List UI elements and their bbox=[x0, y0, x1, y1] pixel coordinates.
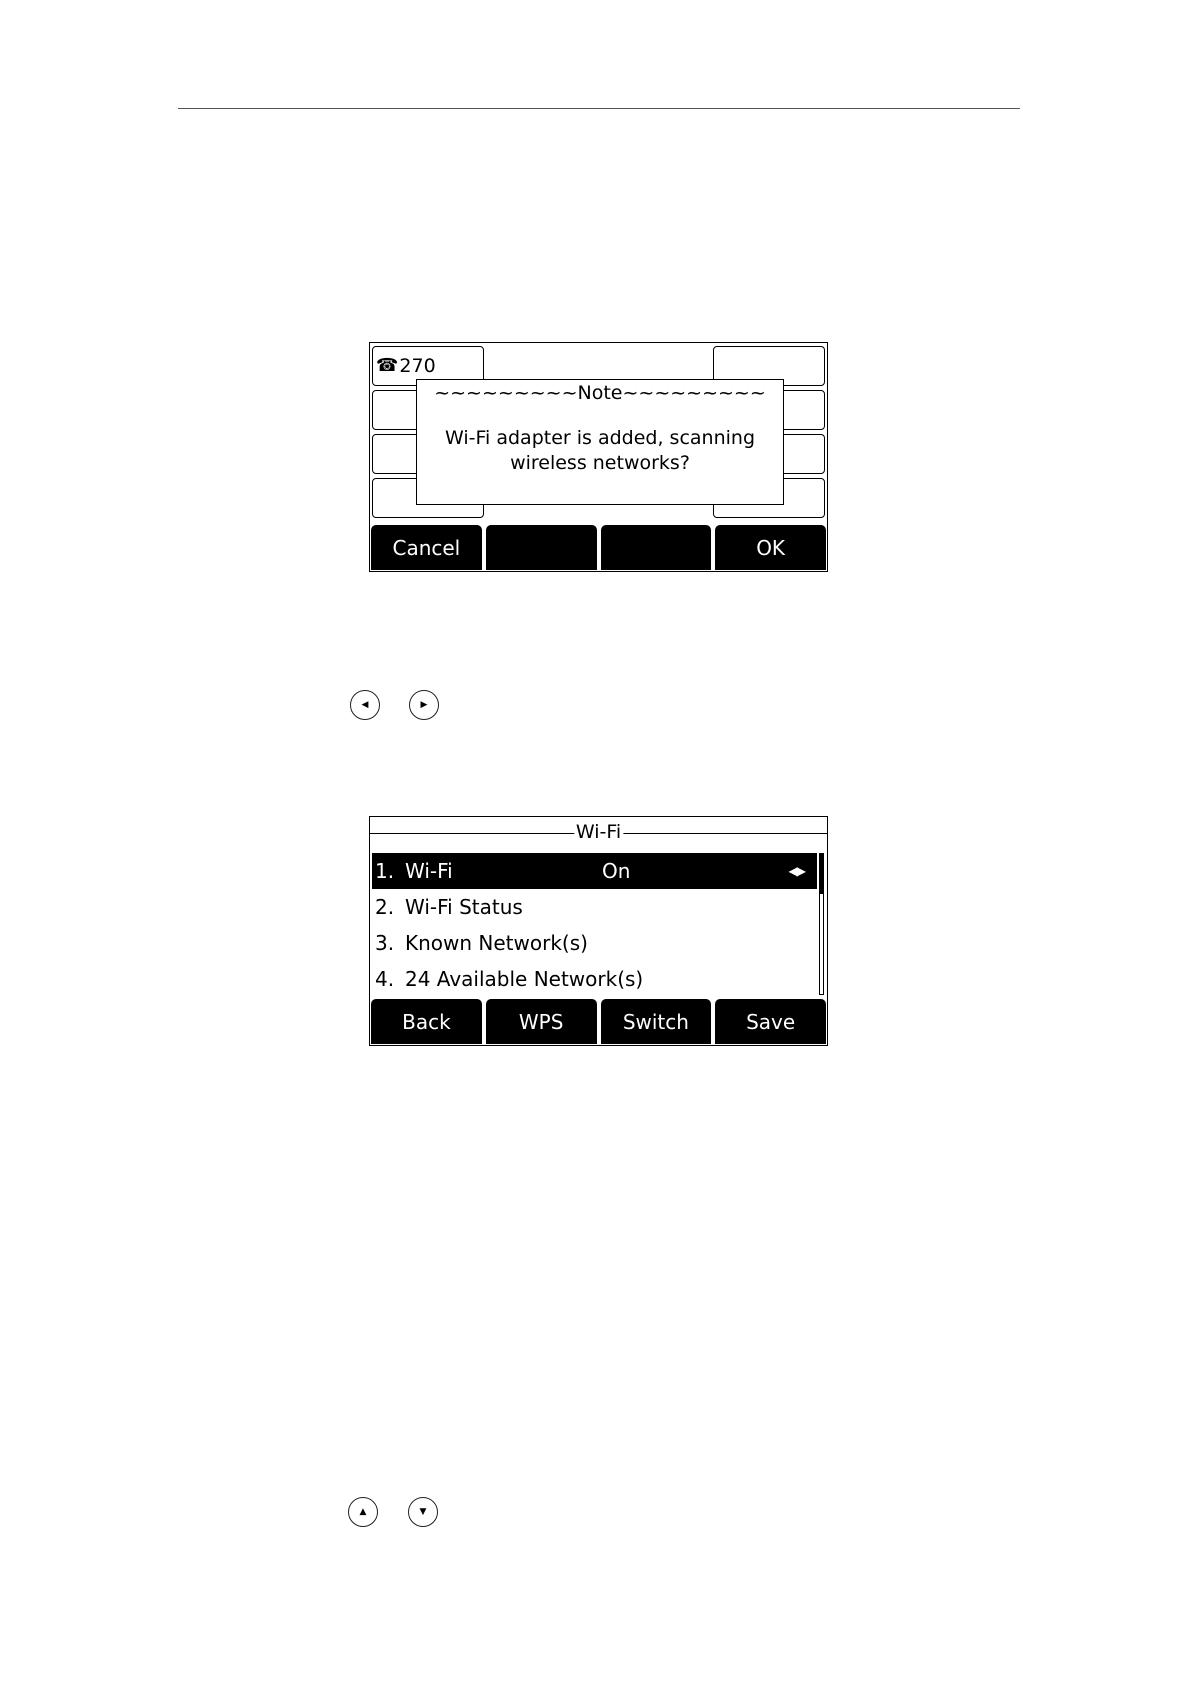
switch-button[interactable]: Switch bbox=[601, 999, 712, 1044]
softkey-bar bbox=[370, 525, 827, 571]
down-arrow-key-icon: ▼ bbox=[408, 1497, 438, 1527]
menu-item-wifi-status[interactable]: 2. Wi-Fi Status bbox=[375, 895, 523, 919]
phone-screen-note bbox=[369, 342, 828, 572]
header-rule bbox=[178, 108, 1020, 109]
line-key-label: 270 bbox=[399, 355, 436, 377]
wps-button[interactable]: WPS bbox=[486, 999, 597, 1044]
back-button[interactable]: Back bbox=[371, 999, 482, 1044]
left-arrow-key-icon: ◀ bbox=[350, 690, 380, 720]
phone-icon: ☎ bbox=[376, 355, 399, 376]
save-button[interactable]: Save bbox=[715, 999, 826, 1044]
dialog-title: ~~~~~~~~~Note~~~~~~~~~ bbox=[434, 382, 766, 404]
softkey-bar bbox=[370, 999, 827, 1045]
note-dialog bbox=[416, 379, 784, 505]
right-arrow-key-icon: ▶ bbox=[409, 690, 439, 720]
dialog-message: Wi-Fi adapter is added, scanning wireless networks? bbox=[444, 427, 756, 474]
left-right-arrows-icon: ◀▶ bbox=[788, 864, 805, 878]
softkey-3[interactable] bbox=[601, 525, 712, 570]
menu-item-wifi[interactable]: 1. Wi-Fi On ◀▶ bbox=[372, 853, 817, 889]
wifi-menu bbox=[372, 853, 817, 997]
scrollbar[interactable] bbox=[819, 853, 824, 995]
ok-button[interactable]: OK bbox=[715, 525, 826, 570]
phone-screen-wifi bbox=[369, 816, 828, 1046]
screen-title: Wi-Fi bbox=[575, 821, 622, 843]
wifi-value: On bbox=[602, 859, 631, 883]
cancel-button[interactable]: Cancel bbox=[371, 525, 482, 570]
menu-item-available-networks[interactable]: 4. 24 Available Network(s) bbox=[375, 967, 644, 991]
menu-item-known-networks[interactable]: 3. Known Network(s) bbox=[375, 931, 588, 955]
screen-title-bar bbox=[370, 817, 827, 849]
up-arrow-key-icon: ▲ bbox=[348, 1497, 378, 1527]
softkey-2[interactable] bbox=[486, 525, 597, 570]
scrollbar-thumb[interactable] bbox=[820, 854, 823, 894]
